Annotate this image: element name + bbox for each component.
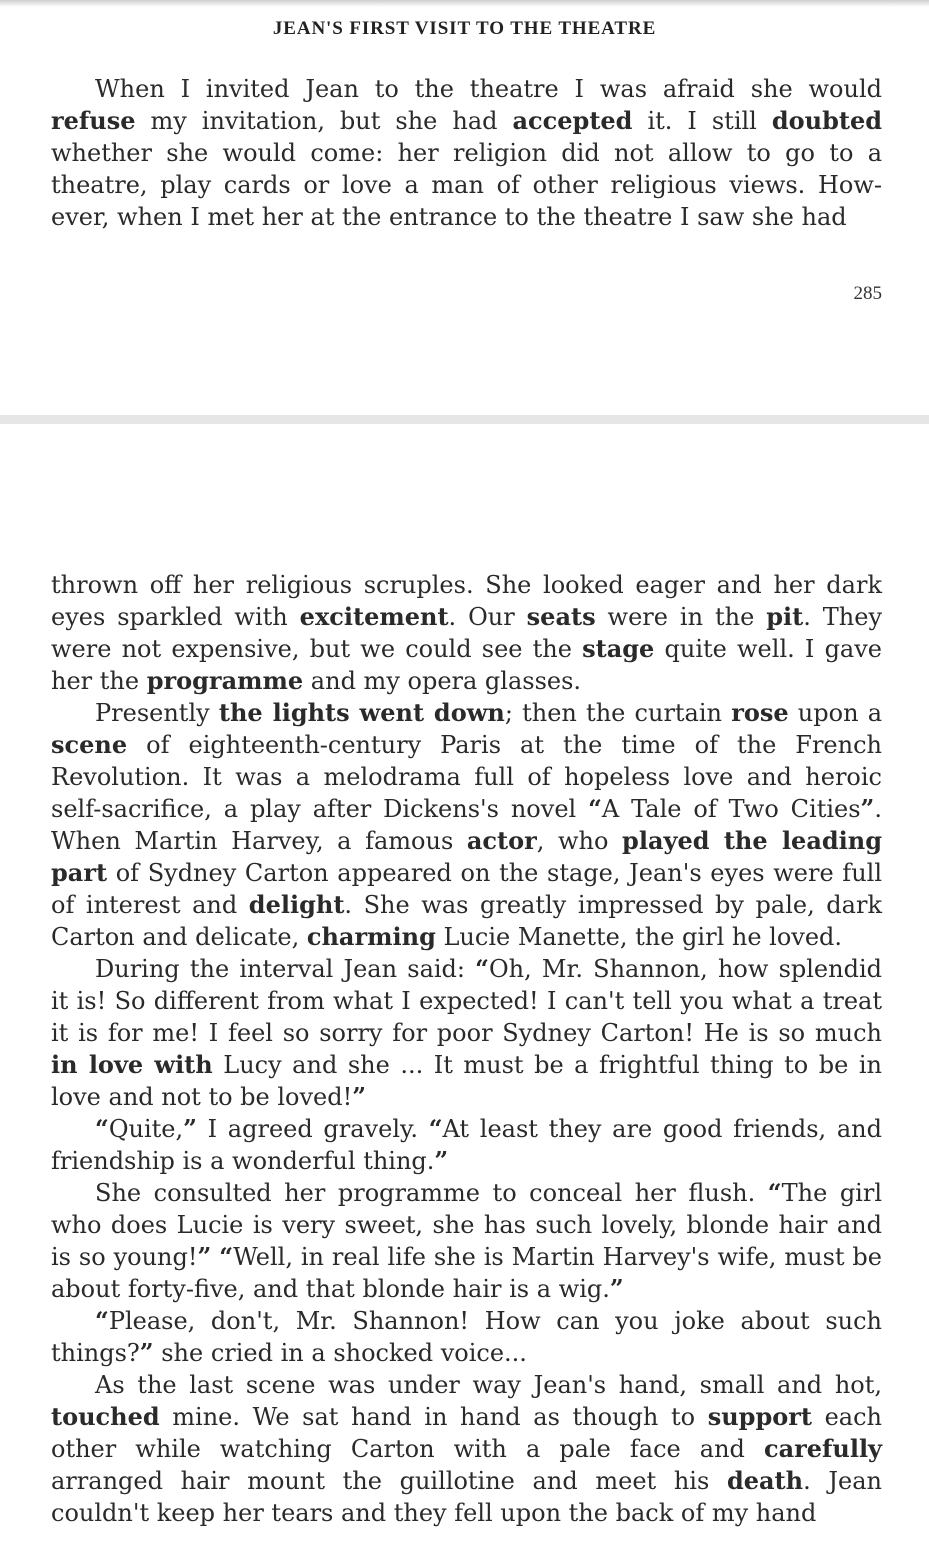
bold-term: played the leading part [51, 826, 883, 887]
bold-term: “ [767, 1178, 782, 1207]
text-run: A Tale of Two Cities [601, 795, 861, 823]
text-run: She consulted her programme to conceal her flush. [95, 1179, 768, 1207]
text-block-top [51, 73, 882, 233]
text-run: Please, don't, Mr. Shannon! How can you joke about such things? [51, 1307, 882, 1367]
text-run: When I invited Jean to the theatre I was afraid she would [95, 75, 882, 103]
text-run: . Jean couldn't keep her tears and they fell upon the back of my hand [51, 1467, 882, 1527]
bold-term: charming [306, 922, 436, 951]
bold-term: doubted [771, 106, 882, 135]
text-run: were in the [595, 603, 767, 631]
bold-term: seats [526, 602, 596, 631]
bold-term: pit [766, 602, 804, 631]
page-number: 285 [853, 283, 882, 304]
text-run: mine. We sat hand in hand as though to [159, 1403, 708, 1431]
bold-term: delight [248, 890, 345, 919]
bold-term: ” [352, 1082, 367, 1111]
paragraph [51, 1113, 882, 1177]
bold-term: rose [731, 698, 789, 727]
bold-term: touched [51, 1402, 160, 1431]
bold-term: ” [860, 794, 875, 823]
bold-term: “ [588, 794, 602, 823]
text-run: quite well. I gave her the [51, 635, 882, 695]
bold-term: programme [146, 666, 304, 695]
bold-term: “ [95, 1306, 109, 1335]
bold-term: ” [183, 1114, 197, 1143]
paragraph [51, 73, 882, 233]
text-run: . They were not expensive, but we could see the [51, 603, 883, 663]
text-run: , who [536, 827, 623, 855]
text-run: Well, in real life she is Martin Harvey's wife, must be about forty-five, and that blonde hair is a wig. [51, 1243, 882, 1303]
bold-term: support [707, 1402, 812, 1431]
bold-term: ” [139, 1338, 154, 1367]
text-run: each other while watching Carton with a pale face and [51, 1403, 883, 1463]
text-block-bottom [51, 569, 882, 1529]
text-run: Presently [95, 699, 219, 727]
bold-term: “ [95, 1114, 109, 1143]
bold-term: “ [219, 1242, 234, 1271]
bold-term: “ [428, 1114, 443, 1143]
paragraph [51, 1369, 882, 1529]
text-run: Lucie Manette, the girl he loved. [435, 923, 843, 951]
page-title: JEAN'S FIRST VISIT TO THE THEATRE [272, 18, 657, 39]
text-run: and my opera glasses. [303, 667, 582, 695]
bold-term: carefully [763, 1434, 882, 1463]
text-run: Lucy and she ... It must be a frightful thing to be in love and not to be loved! [51, 1051, 883, 1111]
text-run: whether she would come: her religion did not allow to go to a theatre, play cards or love a man of other religious views. How-ever, when I met her at the entrance to the theatre I saw she had [51, 139, 882, 231]
bold-term: accepted [512, 106, 633, 135]
page-divider [0, 415, 929, 424]
bold-term: in love with [51, 1050, 213, 1079]
bold-term: excitement [299, 602, 449, 631]
text-run: it. I still [632, 107, 772, 135]
bold-term: ” [197, 1242, 212, 1271]
bold-term: actor [466, 826, 537, 855]
text-run: During the interval Jean said: [95, 955, 476, 983]
bold-term: “ [475, 954, 489, 983]
text-run: of Sydney Carton appeared on the stage, Jean's eyes were full of interest and [51, 859, 882, 919]
text-run: my invitation, but she had [135, 107, 513, 135]
text-run: . When Martin Harvey, a famous [51, 795, 882, 855]
text-run: At least they are good friends, and friendship is a wonderful thing. [51, 1115, 883, 1175]
bold-term: death [726, 1466, 804, 1495]
text-run: The girl who does Lucie is very sweet, she has such lovely, blonde hair and is so young! [51, 1179, 883, 1271]
paragraph [51, 1177, 882, 1305]
text-run: thrown off her religious scruples. She looked eager and her dark eyes sparkled with [51, 571, 882, 631]
text-run: As the last scene was under way Jean's hand, small and hot, [95, 1371, 882, 1399]
bold-term: refuse [51, 106, 136, 135]
text-run: I agreed gravely. [196, 1115, 429, 1143]
page-top-edge [0, 0, 929, 7]
bold-term: the lights went down [218, 698, 505, 727]
text-run: upon a [788, 699, 883, 727]
bold-term: stage [582, 634, 655, 663]
bold-term: ” [609, 1274, 624, 1303]
text-run: . She was greatly impressed by pale, dark Carton and delicate, [51, 891, 882, 951]
text-run: Oh, Mr. Shannon, how splendid it is! So different from what I expected! I can't tell you what a treat it is for me! I feel so sorry for poor Sydney Carton! He is so much [51, 955, 882, 1047]
text-run: arranged hair mount the guillotine and meet his [51, 1467, 727, 1495]
paragraph [51, 569, 882, 697]
text-run: she cried in a shocked voice... [153, 1339, 527, 1367]
bold-term: scene [51, 730, 128, 759]
bold-term: ” [434, 1146, 449, 1175]
paragraph [51, 953, 882, 1113]
text-run: ; then the curtain [504, 699, 732, 727]
text-run: . Our [448, 603, 527, 631]
paragraph [51, 1305, 882, 1369]
text-run: of eighteenth-century Paris at the time of the French Revolution. It was a melodrama full of hopeless love and heroic self-sacrifice, a play after Dickens's novel [51, 731, 882, 823]
paragraph [51, 697, 882, 953]
text-run: Quite, [108, 1115, 184, 1143]
